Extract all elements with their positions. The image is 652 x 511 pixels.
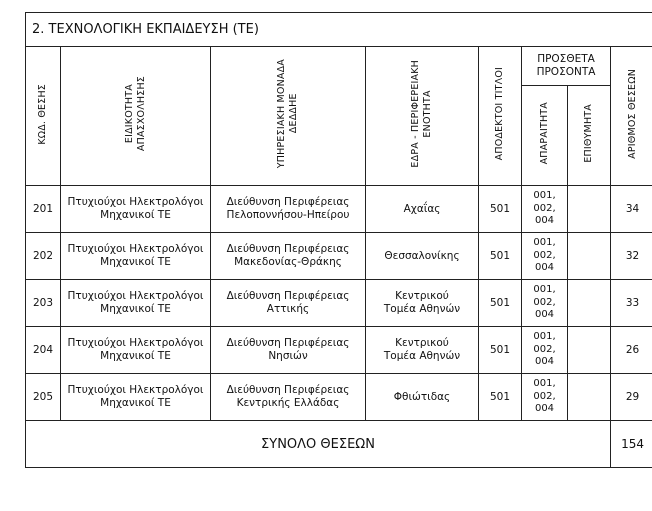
- cell-specialty-line2: Μηχανικοί ΤΕ: [100, 256, 171, 268]
- header-titles-label: ΑΠΟΔΕΚΤΟΙ ΤΙΤΛΟΙ: [494, 67, 505, 161]
- cell-specialty: [61, 186, 211, 233]
- cell-titles: 501: [479, 233, 522, 280]
- cell-specialty: [61, 327, 211, 374]
- table-row: [26, 280, 652, 327]
- cell-required-line2: 002,: [533, 249, 556, 261]
- header-seat-line1: ΕΔΡΑ - ΠΕΡΙΦΕΡΕΙΑΚΗ: [410, 60, 421, 168]
- cell-required-line1: 001,: [533, 284, 556, 296]
- header-unit-label: [276, 59, 300, 168]
- cell-positions: 34: [611, 186, 652, 233]
- cell-desired: [568, 327, 611, 374]
- cell-titles: 501: [479, 280, 522, 327]
- cell-specialty-line2: Μηχανικοί ΤΕ: [100, 350, 171, 362]
- cell-specialty-line1: Πτυχιούχοι Ηλεκτρολόγοι: [67, 196, 204, 208]
- total-row: [26, 421, 652, 468]
- cell-specialty-line1: Πτυχιούχοι Ηλεκτρολόγοι: [67, 243, 204, 255]
- cell-specialty-line2: Μηχανικοί ΤΕ: [100, 209, 171, 221]
- cell-seat-line2: Τομέα Αθηνών: [383, 350, 461, 362]
- cell-required-line3: 004: [534, 356, 555, 368]
- cell-titles: 501: [479, 186, 522, 233]
- cell-required: [522, 374, 568, 421]
- cell-required-line2: 002,: [533, 343, 556, 355]
- cell-required-line1: 001,: [533, 190, 556, 202]
- cell-required-line3: 004: [534, 262, 555, 274]
- cell-unit: [211, 233, 366, 280]
- cell-required-line1: 001,: [533, 237, 556, 249]
- cell-required-line1: 001,: [533, 331, 556, 343]
- cell-titles: 501: [479, 327, 522, 374]
- header-specialty: [61, 47, 211, 186]
- header-specialty-line2: ΑΠΑΣΧΟΛΗΣΗΣ: [135, 76, 147, 152]
- cell-specialty-line1: Πτυχιούχοι Ηλεκτρολόγοι: [67, 337, 204, 349]
- cell-required-line3: 004: [534, 215, 555, 227]
- cell-positions: 32: [611, 233, 652, 280]
- cell-unit-line1: Διεύθυνση Περιφέρειας: [226, 290, 350, 302]
- header-seat-line2: ΕΝΟΤΗΤΑ: [422, 90, 433, 138]
- header-required-label: ΑΠΑΡΑΙΤΗΤΑ: [538, 102, 550, 165]
- cell-specialty-line1: Πτυχιούχοι Ηλεκτρολόγοι: [67, 384, 204, 396]
- total-label: ΣΥΝΟΛΟ ΘΕΣΕΩΝ: [26, 421, 611, 468]
- cell-required-line1: 001,: [533, 378, 556, 390]
- cell-required-line2: 002,: [533, 296, 556, 308]
- cell-unit: [211, 374, 366, 421]
- cell-code: 203: [26, 280, 61, 327]
- cell-seat-line1: Αχαΐας: [403, 202, 441, 215]
- header-unit-line1: ΥΠΗΡΕΣΙΑΚΗ ΜΟΝΑΔΑ: [276, 59, 287, 169]
- header-code-label: ΚΩΔ. ΘΕΣΗΣ: [37, 83, 48, 145]
- cell-unit-line2: Πελοποννήσου-Ηπείρου: [226, 209, 350, 221]
- cell-specialty: [61, 374, 211, 421]
- header-desired-label: ΕΠΙΘΥΜΗΤΑ: [583, 104, 594, 163]
- cell-desired: [568, 233, 611, 280]
- cell-unit-line2: Αττικής: [266, 303, 310, 315]
- cell-code: 205: [26, 374, 61, 421]
- cell-desired: [568, 186, 611, 233]
- table-row: [26, 233, 652, 280]
- cell-seat: [366, 233, 479, 280]
- cell-unit-line1: Διεύθυνση Περιφέρειας: [226, 337, 350, 349]
- header-extra-qualifications: [522, 47, 611, 86]
- cell-unit-line2: Νησιών: [268, 350, 308, 362]
- cell-seat: [366, 186, 479, 233]
- cell-required-line2: 002,: [533, 390, 556, 402]
- cell-seat-line1: Θεσσαλονίκης: [384, 249, 460, 262]
- cell-required: [522, 186, 568, 233]
- table-row: [26, 186, 652, 233]
- cell-unit: [211, 186, 366, 233]
- header-extra-line1: ΠΡΟΣΘΕΤΑ: [537, 53, 595, 66]
- cell-specialty-line2: Μηχανικοί ΤΕ: [100, 303, 171, 315]
- table-row: [26, 374, 652, 421]
- cell-required: [522, 280, 568, 327]
- cell-required: [522, 233, 568, 280]
- cell-seat-line1: Φθιώτιδας: [393, 390, 451, 403]
- cell-seat: [366, 327, 479, 374]
- cell-positions: 33: [611, 280, 652, 327]
- cell-specialty: [61, 233, 211, 280]
- cell-titles: 501: [479, 374, 522, 421]
- header-seat: [366, 47, 479, 186]
- section-title: 2. ΤΕΧΝΟΛΟΓΙΚΗ ΕΚΠΑΙΔΕΥΣΗ (ΤΕ): [26, 13, 652, 47]
- header-unit: [211, 47, 366, 186]
- header-extra-line2: ΠΡΟΣΟΝΤΑ: [536, 66, 596, 79]
- header-required: [522, 86, 568, 186]
- cell-desired: [568, 374, 611, 421]
- cell-code: 204: [26, 327, 61, 374]
- positions-table: [25, 12, 652, 468]
- cell-desired: [568, 280, 611, 327]
- cell-specialty-line1: Πτυχιούχοι Ηλεκτρολόγοι: [67, 290, 204, 302]
- cell-seat-line1: Κεντρικού: [395, 337, 449, 349]
- cell-unit-line2: Κεντρικής Ελλάδας: [236, 397, 340, 409]
- cell-seat-line2: Τομέα Αθηνών: [383, 303, 461, 315]
- cell-unit-line1: Διεύθυνση Περιφέρειας: [226, 196, 350, 208]
- cell-unit: [211, 280, 366, 327]
- total-value: 154: [611, 421, 652, 468]
- cell-seat: [366, 280, 479, 327]
- cell-specialty-line2: Μηχανικοί ΤΕ: [100, 397, 171, 409]
- cell-unit-line1: Διεύθυνση Περιφέρειας: [226, 243, 350, 255]
- header-specialty-line1: ΕΙΔΙΚΟΤΗΤΑ: [123, 84, 135, 144]
- table-row: [26, 327, 652, 374]
- header-titles: [479, 47, 522, 186]
- header-specialty-label: [124, 76, 148, 151]
- cell-code: 201: [26, 186, 61, 233]
- cell-required: [522, 327, 568, 374]
- header-seat-label: [410, 60, 434, 168]
- cell-positions: 26: [611, 327, 652, 374]
- cell-required-line3: 004: [534, 403, 555, 415]
- cell-unit-line1: Διεύθυνση Περιφέρειας: [226, 384, 350, 396]
- cell-positions: 29: [611, 374, 652, 421]
- header-code: [26, 47, 61, 186]
- header-desired: [568, 86, 611, 186]
- cell-specialty: [61, 280, 211, 327]
- cell-seat: [366, 374, 479, 421]
- header-positions-label: ΑΡΙΘΜΟΣ ΘΕΣΕΩΝ: [626, 69, 638, 159]
- cell-unit: [211, 327, 366, 374]
- header-unit-line2: ΔΕΔΔΗΕ: [288, 94, 299, 134]
- cell-unit-line2: Μακεδονίας-Θράκης: [234, 256, 342, 268]
- header-positions: [611, 47, 652, 186]
- cell-required-line3: 004: [534, 309, 555, 321]
- cell-seat-line1: Κεντρικού: [395, 290, 449, 302]
- cell-code: 202: [26, 233, 61, 280]
- cell-required-line2: 002,: [533, 202, 556, 214]
